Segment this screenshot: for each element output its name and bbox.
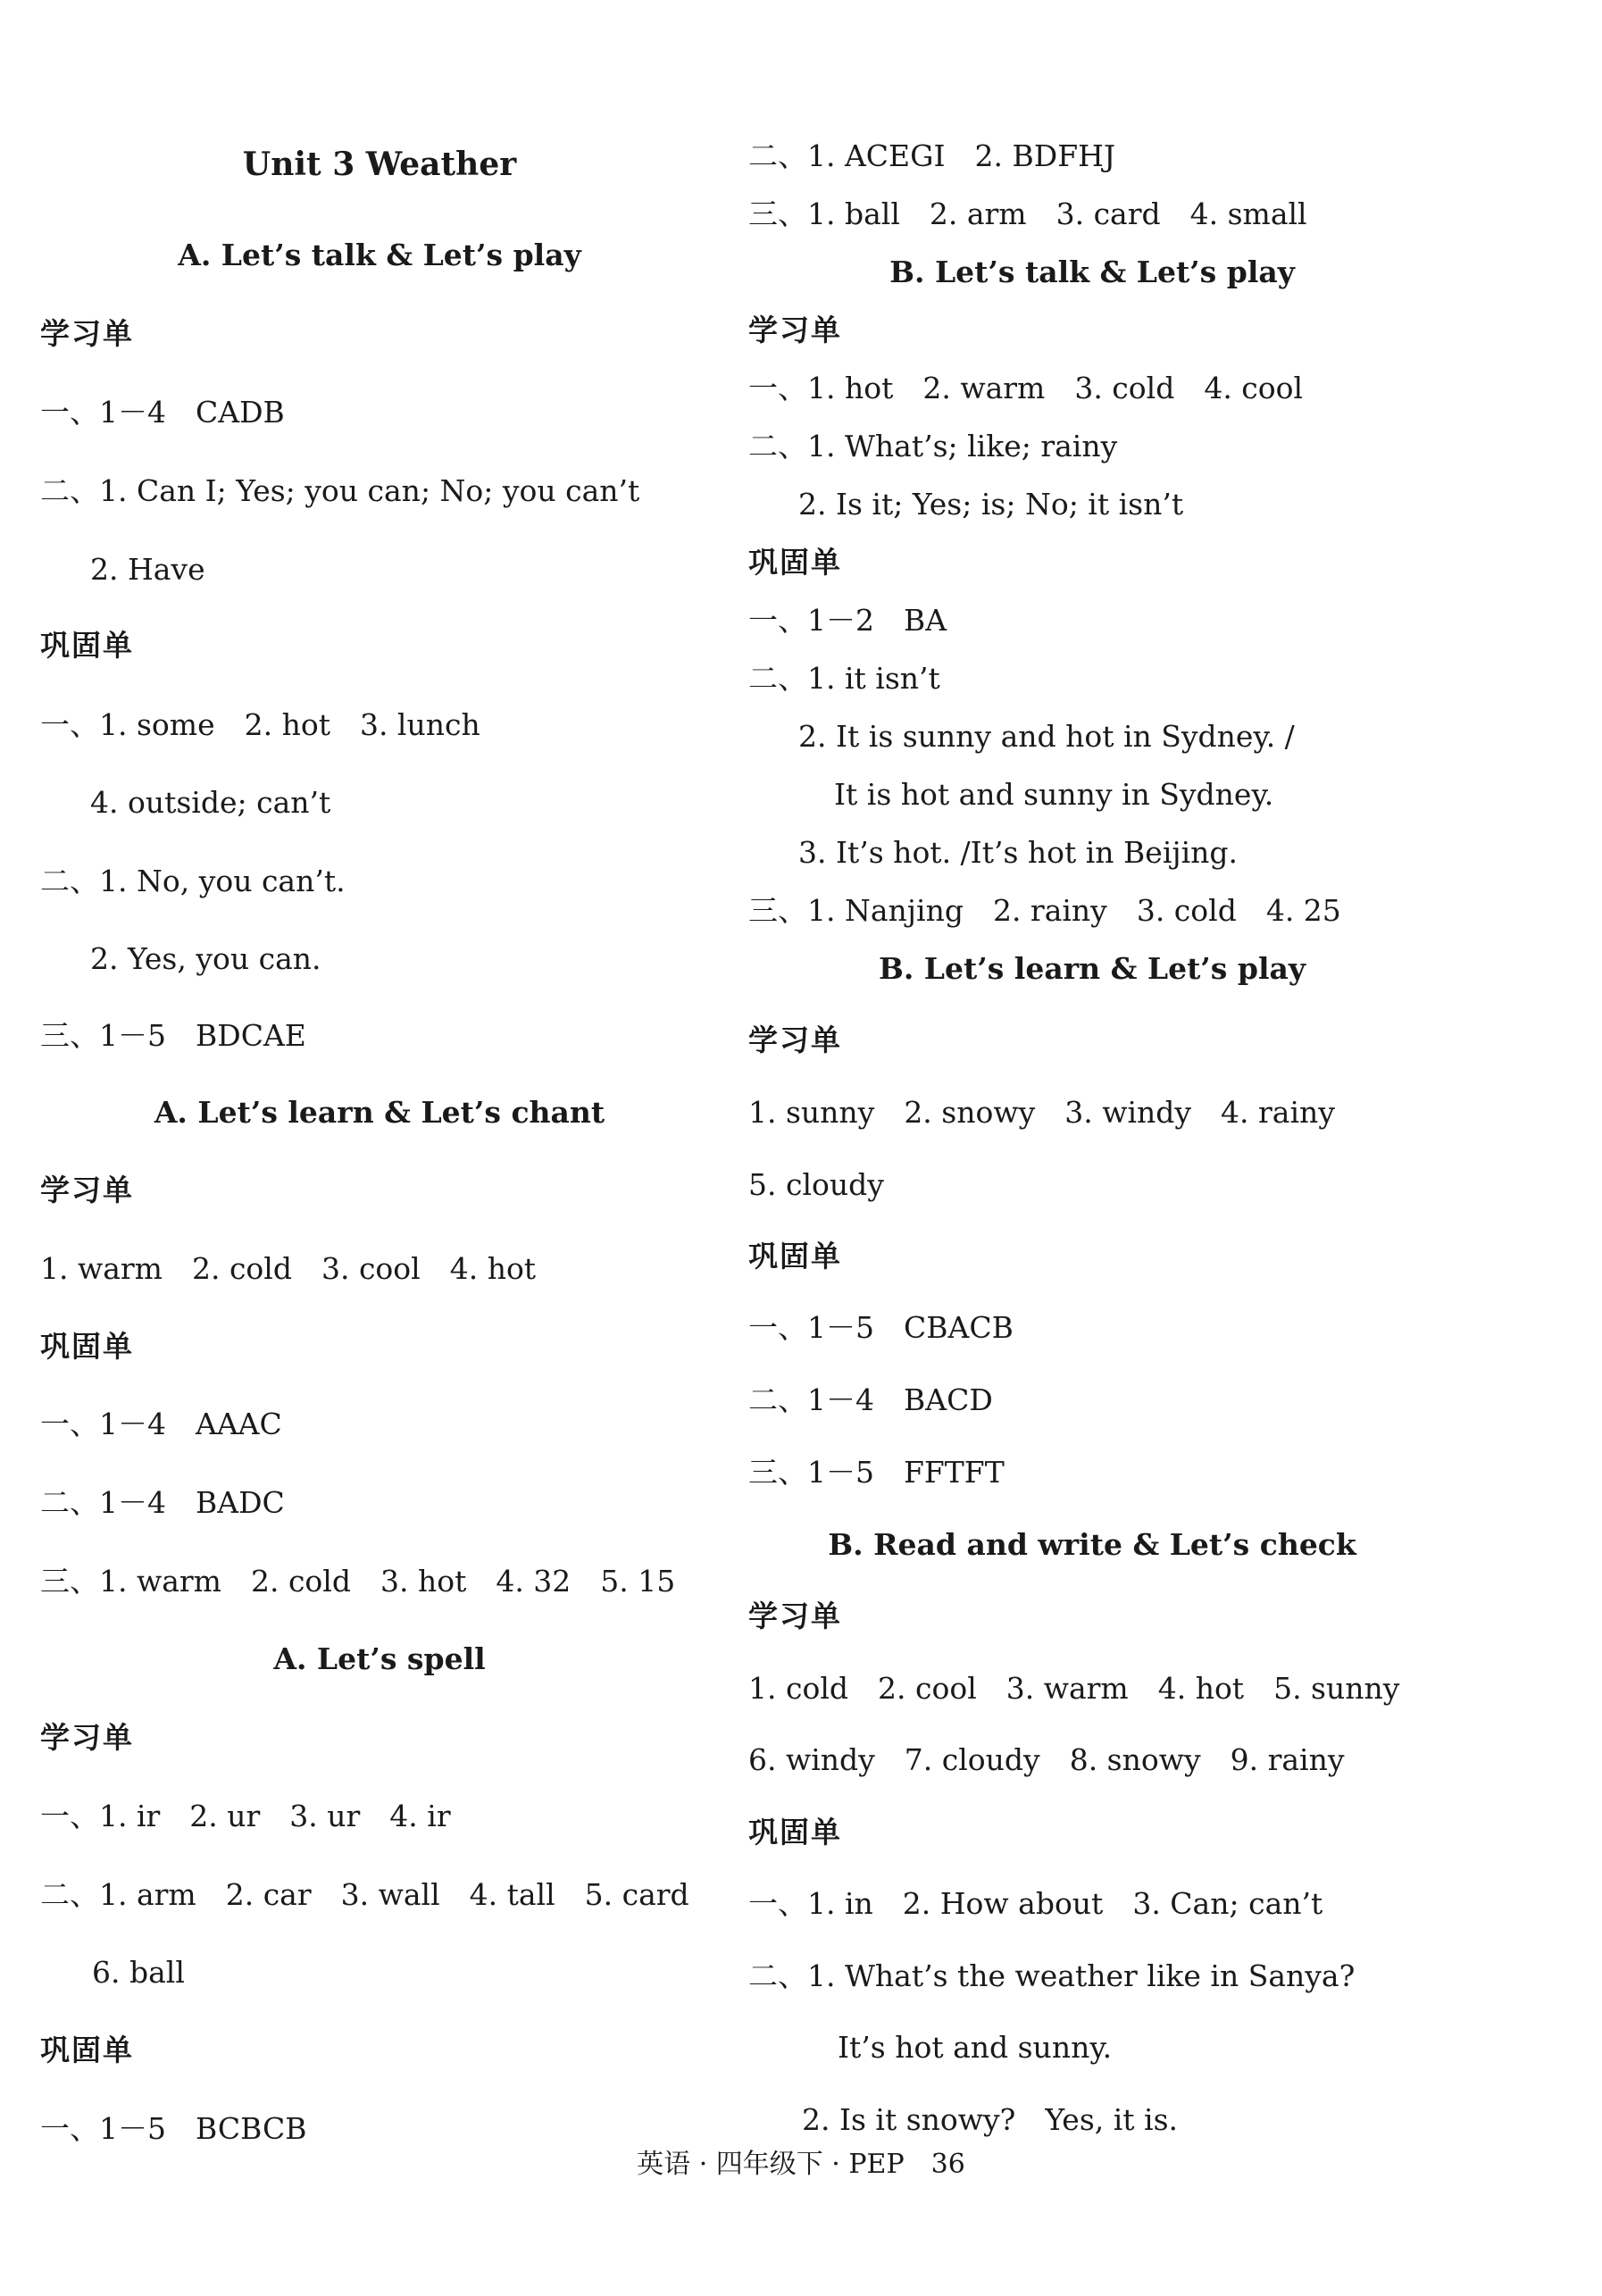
review-sheet-label: 巩固单 <box>40 1329 134 1364</box>
answer-line: 一、1－5 CBACB <box>748 1310 1014 1345</box>
answer-line: 6. windy 7. cloudy 8. snowy 9. rainy <box>748 1742 1345 1777</box>
review-sheet-label: 巩固单 <box>40 2033 134 2067</box>
unit-title: Unit 3 Weather <box>242 146 517 183</box>
answer-line: 二、1－4 BADC <box>40 1485 285 1520</box>
answer-line: 二、1－4 BACD <box>748 1382 993 1417</box>
study-sheet-label: 学习单 <box>748 313 842 347</box>
answer-line: 6. ball <box>92 1955 185 1990</box>
answer-line: 5. cloudy <box>748 1167 884 1202</box>
answer-line: 2. It is sunny and hot in Sydney. / <box>798 719 1295 754</box>
answer-line: 二、1. What’s; like; rainy <box>748 429 1118 463</box>
study-sheet-label: 学习单 <box>748 1599 842 1633</box>
answer-line: It’s hot and sunny. <box>838 2030 1113 2065</box>
section-title: A. Let’s learn & Let’s chant <box>154 1095 605 1130</box>
review-sheet-label: 巩固单 <box>748 1815 842 1849</box>
answer-line: 二、1. What’s the weather like in Sanya? <box>748 1958 1356 1993</box>
answer-line: 一、1－4 AAAC <box>40 1407 282 1441</box>
section-title: A. Let’s spell <box>273 1641 486 1676</box>
review-sheet-label: 巩固单 <box>40 628 134 663</box>
answer-line: It is hot and sunny in Sydney. <box>834 777 1274 812</box>
section-title: B. Let’s learn & Let’s play <box>878 951 1306 986</box>
answer-line: 一、1. some 2. hot 3. lunch <box>40 707 480 742</box>
answer-line: 三、1－5 BDCAE <box>40 1018 306 1053</box>
answer-line: 一、1. hot 2. warm 3. cold 4. cool <box>748 371 1304 405</box>
answer-line: 三、1. Nanjing 2. rainy 3. cold 4. 25 <box>748 893 1341 928</box>
answer-line: 三、1. warm 2. cold 3. hot 4. 32 5. 15 <box>40 1564 676 1599</box>
answer-line: 一、1－2 BA <box>748 603 947 638</box>
answer-line: 2. Yes, you can. <box>90 941 321 976</box>
answer-line: 二、1. Can I; Yes; you can; No; you can’t <box>40 473 640 508</box>
answer-line: 2. Is it snowy? Yes, it is. <box>802 2102 1179 2137</box>
answer-line: 一、1－4 CADB <box>40 395 285 430</box>
section-title: A. Let’s talk & Let’s play <box>178 238 581 272</box>
answer-line: 三、1. ball 2. arm 3. card 4. small <box>748 196 1307 231</box>
study-sheet-label: 学习单 <box>40 1720 134 1755</box>
study-sheet-label: 学习单 <box>40 1173 134 1207</box>
answer-line: 一、1－5 BCBCB <box>40 2111 307 2146</box>
answer-line: 2. Have <box>90 552 205 587</box>
answer-line: 一、1. in 2. How about 3. Can; can’t <box>748 1886 1323 1921</box>
answer-line: 二、1. it isn’t <box>748 661 940 696</box>
answer-line: 二、1. arm 2. car 3. wall 4. tall 5. card <box>40 1877 689 1912</box>
answer-line: 4. outside; can’t <box>90 785 331 820</box>
answer-line: 三、1－5 FFTFT <box>748 1455 1005 1490</box>
study-sheet-label: 学习单 <box>748 1023 842 1057</box>
study-sheet-label: 学习单 <box>40 316 134 351</box>
section-title: B. Read and write & Let’s check <box>828 1527 1356 1562</box>
answer-line: 一、1. ir 2. ur 3. ur 4. ir <box>40 1799 451 1833</box>
review-sheet-label: 巩固单 <box>748 1239 842 1273</box>
answer-line: 1. cold 2. cool 3. warm 4. hot 5. sunny <box>748 1671 1400 1706</box>
answer-line: 1. warm 2. cold 3. cool 4. hot <box>40 1251 537 1286</box>
page-footer: 英语 · 四年级下 · PEP 36 <box>637 2149 965 2180</box>
review-sheet-label: 巩固单 <box>748 545 842 580</box>
answer-line: 2. Is it; Yes; is; No; it isn’t <box>798 487 1184 522</box>
section-title: B. Let’s talk & Let’s play <box>889 255 1295 289</box>
answer-line: 二、1. ACEGI 2. BDFHJ <box>748 138 1116 173</box>
answer-line: 二、1. No, you can’t. <box>40 864 346 898</box>
answer-line: 1. sunny 2. snowy 3. windy 4. rainy <box>748 1095 1335 1130</box>
answer-line: 3. It’s hot. /It’s hot in Beijing. <box>798 835 1239 870</box>
